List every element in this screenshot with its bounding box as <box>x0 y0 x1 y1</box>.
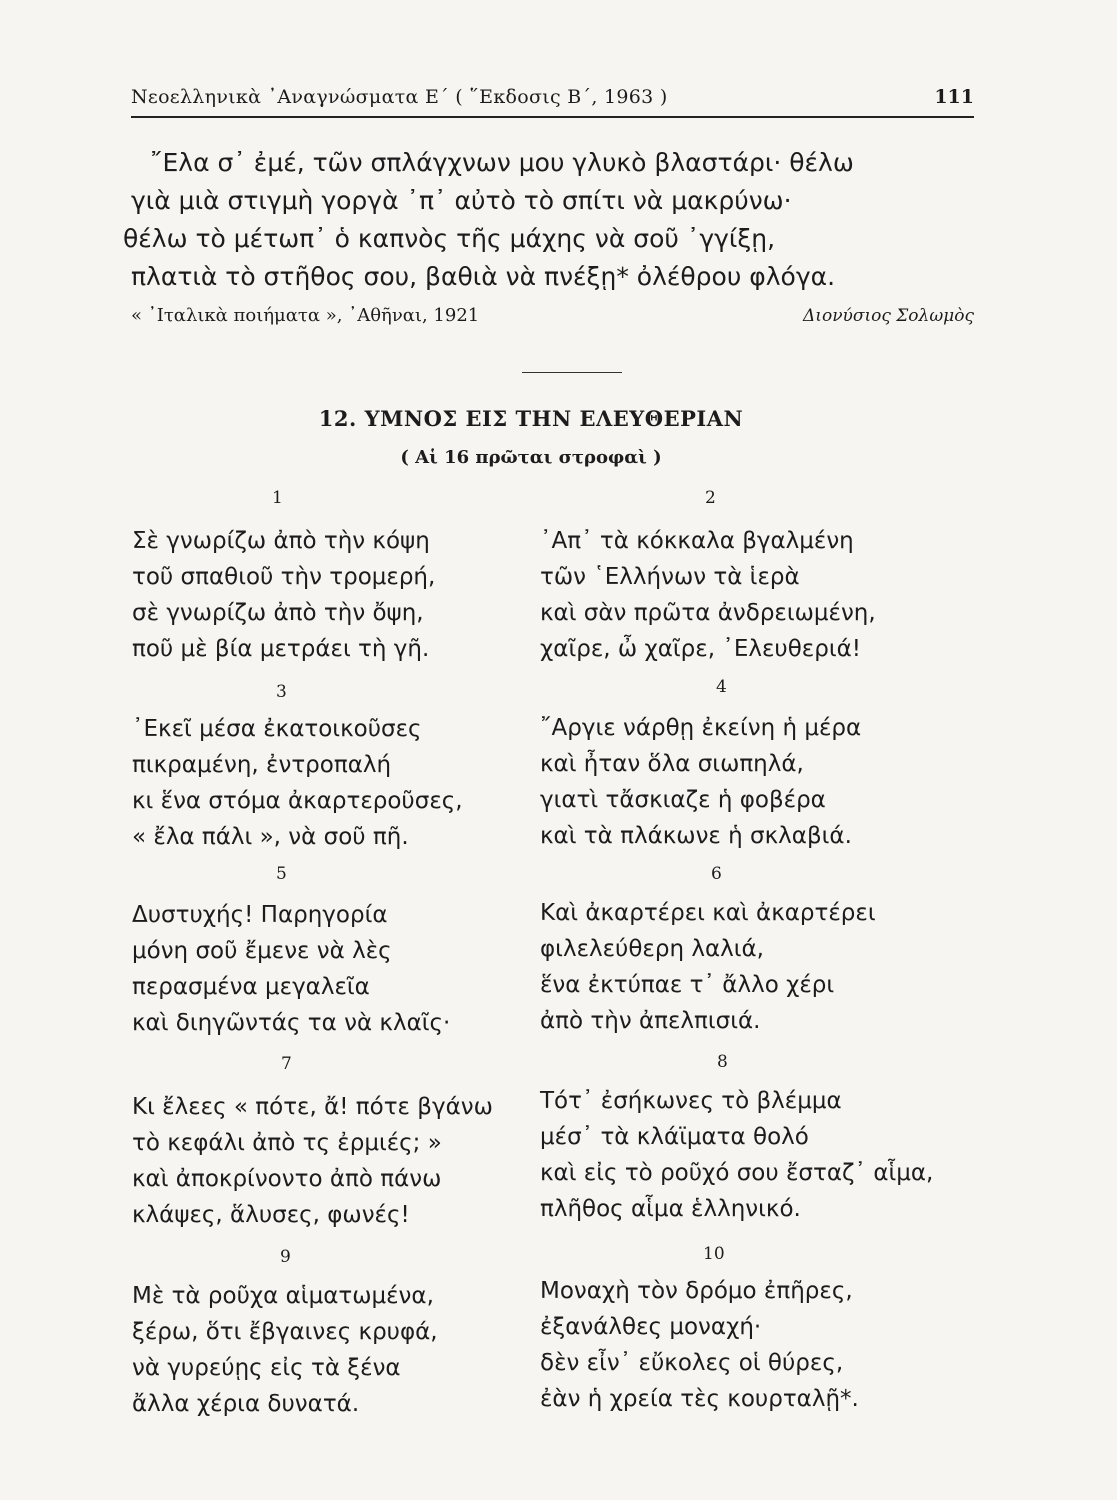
verse-line: Τότ᾿ ἐσήκωνες τὸ βλέμμα <box>540 1088 842 1114</box>
verse-line: ἐὰν ἡ χρεία τὲς κουρταλῇ*. <box>540 1386 859 1412</box>
stanza-number: 2 <box>705 488 716 508</box>
author-name: Διονύσιος Σολωμὸς <box>803 306 974 326</box>
stanza-number: 4 <box>716 677 727 697</box>
verse-line: πικραμένη, ἐντροπαλή <box>132 752 392 778</box>
verse-line: πλῆθος αἷμα ἑλληνικό. <box>540 1196 801 1222</box>
source-line <box>131 305 974 333</box>
stanza-number: 1 <box>272 488 283 508</box>
verse-line: ἀπὸ τὴν ἀπελπισιά. <box>540 1008 761 1034</box>
stanza-number: 7 <box>281 1054 292 1074</box>
verse-line: περασμένα μεγαλεῖα <box>132 974 370 1000</box>
verse-line: καὶ ἀποκρίνοντο ἀπὸ πάνω <box>132 1166 442 1192</box>
verse-line: κλάψες, ἅλυσες, φωνές! <box>132 1202 410 1228</box>
intro-line: ῎Ελα σ᾿ ἐμέ, τῶν σπλάγχνων μου γλυκὸ βλαστάρι· θέλω <box>150 148 854 177</box>
section-divider <box>522 372 622 373</box>
verse-line: ξέρω, ὅτι ἔβγαινες κρυφά, <box>132 1319 438 1345</box>
verse-line: Κι ἔλεες « πότε, ἄ! πότε βγάνω <box>132 1094 493 1120</box>
source-citation: « ᾿Ιταλικὰ ποιήματα », ᾿Αθῆναι, 1921 <box>131 305 480 326</box>
poem-title: 12. ΥΜΝΟΣ ΕΙΣ ΤΗΝ ΕΛΕΥΘΕΡΙΑΝ <box>318 406 744 431</box>
verse-line: μόνη σοῦ ἔμενε νὰ λὲς <box>132 938 392 964</box>
verse-line: χαῖρε, ὦ χαῖρε, ᾿Ελευθεριά! <box>540 636 861 662</box>
verse-line: νὰ γυρεύῃς εἰς τὰ ξένα <box>132 1355 401 1381</box>
verse-line: δὲν εἶν᾿ εὔκολες οἱ θύρες, <box>540 1350 844 1376</box>
verse-line: ἐξανάλθες μοναχή· <box>540 1314 762 1340</box>
verse-line: Σὲ γνωρίζω ἀπὸ τὴν κόψη <box>132 528 430 554</box>
stanza-number: 9 <box>280 1247 291 1267</box>
verse-line: ᾿Εκεῖ μέσα ἐκατοικοῦσες <box>132 716 422 742</box>
intro-line: πλατιὰ τὸ στῆθος σου, βαθιὰ νὰ πνέξῃ* ὀλέθρου φλόγα. <box>131 262 836 291</box>
verse-line: φιλελεύθερη λαλιά, <box>540 936 764 962</box>
verse-line: τὸ κεφάλι ἀπὸ τς ἐρμιές; » <box>132 1130 442 1156</box>
page-header <box>131 86 974 116</box>
verse-line: ἄλλα χέρια δυνατά. <box>132 1391 360 1417</box>
header-rule <box>131 116 974 118</box>
intro-line: θέλω τὸ μέτωπ᾿ ὁ καπνὸς τῆς μάχης νὰ σοῦ ᾿γγίξῃ, <box>123 224 776 253</box>
stanza-number: 3 <box>276 682 287 702</box>
verse-line: Μοναχὴ τὸν δρόμο ἐπῆρες, <box>540 1278 853 1304</box>
stanza-number: 6 <box>711 864 722 884</box>
verse-line: καὶ σὰν πρῶτα ἀνδρειωμένη, <box>540 600 876 626</box>
verse-line: κι ἕνα στόμα ἀκαρτεροῦσες, <box>132 788 463 814</box>
verse-line: καὶ ἦταν ὅλα σιωπηλά, <box>540 751 804 777</box>
verse-line: ἕνα ἐκτύπαε τ᾿ ἄλλο χέρι <box>540 972 835 998</box>
verse-line: σὲ γνωρίζω ἀπὸ τὴν ὄψη, <box>132 600 424 626</box>
verse-line: ῎Αργιε νάρθῃ ἐκείνη ἡ μέρα <box>540 715 862 741</box>
verse-line: τοῦ σπαθιοῦ τὴν τρομερή, <box>132 564 436 590</box>
verse-line: τῶν ῾Ελλήνων τὰ ἱερὰ <box>540 564 800 590</box>
verse-line: μέσ᾿ τὰ κλάϊματα θολό <box>540 1124 809 1150</box>
running-title: Νεοελληνικὰ ᾿Αναγνώσματα Ε΄ ( ῞Εκδοσις Β΄, 1963 ) <box>131 86 668 108</box>
stanza-number: 8 <box>717 1052 728 1072</box>
verse-line: καὶ διηγῶντάς τα νὰ κλαῖς· <box>132 1010 451 1036</box>
verse-line: καὶ εἰς τὸ ροῦχό σου ἔσταζ᾿ αἷμα, <box>540 1160 934 1186</box>
verse-line: γιατὶ τἄσκιαζε ἡ φοβέρα <box>540 787 826 813</box>
verse-line: ᾿Απ᾿ τὰ κόκκαλα βγαλμένη <box>540 528 854 554</box>
poem-subtitle: ( Αἱ 16 πρῶται στροφαὶ ) <box>400 447 662 468</box>
verse-line: καὶ τὰ πλάκωνε ἡ σκλαβιά. <box>540 823 852 849</box>
verse-line: « ἔλα πάλι », νὰ σοῦ πῆ. <box>132 824 409 850</box>
intro-line: γιὰ μιὰ στιγμὴ γοργὰ ᾿π᾿ αὐτὸ τὸ σπίτι νὰ μακρύνω· <box>131 186 792 215</box>
verse-line: Δυστυχής! Παρηγορία <box>132 902 388 928</box>
verse-line: Μὲ τὰ ροῦχα αἱματωμένα, <box>132 1283 434 1309</box>
verse-line: ποῦ μὲ βία μετράει τὴ γῆ. <box>132 636 430 662</box>
stanza-number: 5 <box>276 864 287 884</box>
stanza-number: 10 <box>703 1244 725 1264</box>
verse-line: Καὶ ἀκαρτέρει καὶ ἀκαρτέρει <box>540 900 876 926</box>
page-number: 111 <box>934 86 974 108</box>
